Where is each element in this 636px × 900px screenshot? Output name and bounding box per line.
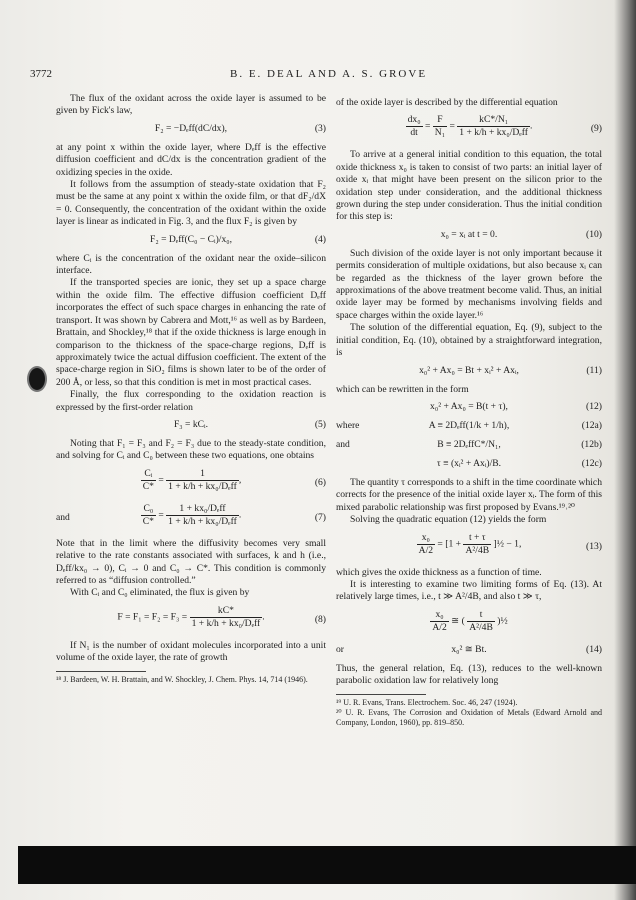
equation-prefix: and — [336, 438, 350, 450]
fraction-numerator: x₀ — [430, 609, 448, 622]
equation-12b — [336, 439, 602, 453]
fraction-denominator: A²/4B — [465, 544, 490, 556]
paragraph: It is interesting to examine two limiting forms of Eq. (13). At relatively large times, i.e., t ≫ A²/4B, and also t ≫ τ, — [336, 578, 602, 603]
fraction-denominator: N₁ — [434, 127, 446, 139]
fraction-numerator: kC*/N₁ — [457, 114, 530, 127]
fraction-denominator: 1 + k/h + kx₀/Dₑff — [459, 127, 528, 139]
equation-14 — [336, 644, 602, 658]
fraction-numerator: Cᵢ — [141, 468, 156, 481]
fraction-denominator: 1 + k/h + kx₀/Dₑff — [191, 617, 261, 629]
fraction-numerator: 1 + kx₀/Dₑff — [166, 503, 239, 516]
paragraph: With Cᵢ and C₀ eliminated, the flux is given by — [70, 587, 250, 599]
paragraph: Finally, the flux corresponding to the oxidation reaction is expressed by the first-order relation — [56, 389, 326, 413]
paragraph: Noting that F₁ = F₃ and F₂ = F₃ due to the steady-state condition, and solving for Cᵢ and C₀ between these two equations, one obtains — [56, 437, 326, 462]
fraction-numerator: kC* — [190, 605, 263, 618]
equation-prefix: or — [336, 643, 344, 655]
equation-6: $\frac{\text{Cᵢ}}{C*}$ = $\frac{1}{\text{1 + k/h + kx₀/Dₑff}}$ , (6) — [142, 467, 326, 492]
paragraph: where Cᵢ is the concentration of the oxidant near the oxide–silicon interface. — [56, 252, 326, 277]
fraction-denominator: C* — [142, 515, 154, 527]
page-number: 3772 — [30, 68, 52, 80]
fraction-numerator: t — [467, 609, 495, 622]
paragraph: The flux of the oxidant across the oxide layer is assumed to be given by Fick's law, — [56, 93, 326, 117]
equation-9: $\frac{\text{dx₀}}{dt}$ = $\frac{F}{\text{N₁}}$ = $\frac{\text{kC*/N₁}}{\text{1 + k/h + kx₀/Dₑff}}$ . (9) — [407, 114, 602, 139]
equation-body: x₀² + Ax₀ = Bt + xᵢ² + Axᵢ, — [419, 364, 519, 376]
equation-body: τ ≡ (xᵢ² + Axᵢ)/B. — [436, 457, 502, 469]
paragraph: Solving the quadratic equation (12) yields the form — [350, 514, 547, 526]
fraction-denominator: A/2 — [432, 621, 447, 633]
equation-number: (10) — [586, 228, 602, 240]
equation-prefix: and — [56, 511, 70, 523]
equation-13: $\frac{\text{x₀}}{A/2}$ = [1 + $\frac{t + \tau}{\text{A²/4B}}$ ]½ − 1, (13) — [418, 531, 602, 556]
equation-number: (13) — [586, 540, 602, 552]
equation-8: F = F₁ = F₂ = F₃ = $\frac{kC*}{\text{1 + k/h + kx₀/Dₑff}}$ . (8) — [117, 604, 326, 629]
fraction-denominator: C* — [142, 480, 154, 492]
footnote: ¹⁹ U. R. Evans, Trans. Electrochem. Soc. 46, 247 (1924). — [336, 697, 518, 707]
equation-12 — [336, 401, 602, 415]
equation-number: (8) — [314, 613, 326, 625]
fraction-numerator: C₀ — [141, 503, 156, 516]
fraction-numerator: x₀ — [417, 532, 435, 545]
fraction-denominator: dt — [410, 127, 418, 139]
binder-hole — [29, 368, 45, 390]
equation-body: x₀ = xᵢ at t = 0. — [440, 228, 498, 240]
footnote: ¹⁸ J. Bardeen, W. H. Brattain, and W. Shockley, J. Chem. Phys. 14, 714 (1946). — [56, 674, 308, 684]
bracket-left: [1 + — [445, 538, 462, 550]
equation-body: x₀² ≅ Bt. — [451, 643, 487, 655]
equation-number: (12c) — [581, 457, 602, 469]
paragraph: The quantity τ corresponds to a shift in the time coordinate which corrects for the presence of the initial oxide layer xᵢ. The form of this mixed parabolic relationship was first proposed by Evans.¹⁹˒²⁰ — [336, 476, 602, 513]
equation-body: F₂ = −Dₑff(dC/dx), — [154, 122, 228, 134]
equation-4 — [56, 234, 326, 248]
fraction-numerator: 1 — [166, 468, 239, 481]
equation-body: F₃ = kCᵢ. — [173, 418, 209, 430]
fraction-denominator: A²/4B — [469, 621, 493, 633]
equation-12c — [336, 458, 602, 472]
equation-body: A ≡ 2Dₑff(1/k + 1/h), — [428, 419, 510, 431]
equation-number: (11) — [586, 364, 602, 376]
equation-number: (5) — [314, 418, 326, 430]
footnote: ²⁰ U. R. Evans, The Corrosion and Oxidation of Metals (Edward Arnold and Company, London, 1960), pp. 819–850. — [336, 707, 602, 727]
paragraph: which gives the oxide thickness as a function of time. — [336, 566, 542, 578]
equation-11 — [336, 365, 602, 379]
paragraph: If N₁ is the number of oxidant molecules incorporated into a unit volume of the oxide layer, the rate of growth — [56, 639, 326, 664]
equation-12a — [336, 420, 602, 434]
fraction-numerator: F — [433, 114, 447, 127]
fraction-denominator: A/2 — [418, 544, 434, 556]
fraction-numerator: t + τ — [463, 532, 491, 545]
equation-number: (12a) — [581, 419, 602, 431]
scan-bottom-border — [18, 846, 636, 884]
equation-number: (7) — [314, 511, 326, 523]
paragraph: Thus, the general relation, Eq. (13), reduces to the well-known parabolic oxidation law for relatively long — [336, 662, 602, 687]
equation-prefix: where — [336, 419, 360, 431]
equation-10 — [336, 229, 602, 243]
equation-number: (3) — [314, 122, 326, 134]
equation-lhs: F = F₁ = F₂ = F₃ = — [117, 611, 188, 623]
paragraph: Note that in the limit where the diffusivity becomes very small relative to the rate constants associated with surfaces, k and h (i.e., Dₑff/kx₀ → 0), Cᵢ → 0 and C₀ → C*. This condition is commonly referred to as “diffusion controlled.” — [56, 537, 326, 586]
equation-3 — [56, 123, 326, 137]
equation-number: (4) — [314, 233, 326, 245]
equation-number: (14) — [586, 643, 602, 655]
approx-sign: ≅ ( — [451, 615, 465, 627]
footnote-rule — [56, 671, 146, 672]
equation-number: (12b) — [581, 438, 602, 450]
paragraph: The solution of the differential equation, Eq. (9), subject to the initial condition, Eq. (10), obtained by a straightforward integration, is — [336, 322, 602, 359]
equation-number: (9) — [590, 123, 602, 135]
paragraph: of the oxide layer is described by the differential equation — [336, 97, 558, 108]
paragraph: To arrive at a general initial condition to this equation, the total oxide thickness x₀ is taken to consist of two parts: an initial layer of oxide xᵢ that might have been present on the silicon prior to the oxidation step under consideration, and the additional thickness grown during the step under consideration. Thus the initial condition for this step is: — [336, 149, 602, 223]
paragraph: It follows from the assumption of steady-state oxidation that F₂ must be the same at any point x within the oxide film, or that dF₂/dX = 0. Consequently, the concentration of the oxidant within the oxide layer is linear as indicated in Fig. 3, and the flux F₂ is given by — [56, 179, 326, 228]
exponent-tail: )½ — [497, 615, 508, 627]
equation-body: B ≡ 2DₑffC*/N₁, — [437, 438, 501, 450]
equation-number: (12) — [586, 400, 602, 412]
equation-7: and $\frac{\text{C₀}}{C*}$ = $\frac{\text{1 + kx₀/Dₑff}}{\text{1 + k/h + kx₀/Dₑff}}$ . (7) — [56, 502, 326, 527]
equation-number: (6) — [314, 476, 326, 488]
paragraph: at any point x within the oxide layer, where Dₑff is the effective diffusion coefficient and dC/dx is the concentration gradient of the oxidizing species in the oxide. — [56, 141, 326, 178]
right-column — [336, 97, 602, 728]
fraction-denominator: 1 + k/h + kx₀/Dₑff — [168, 515, 237, 527]
footnote-rule — [336, 694, 426, 695]
fraction-numerator: dx₀ — [407, 114, 421, 126]
fraction-denominator: 1 + k/h + kx₀/Dₑff — [168, 480, 237, 492]
left-column — [56, 93, 326, 685]
paragraph: If the transported species are ionic, they set up a space charge within the oxide film. The effective diffusion coefficient Dₑff incorporates the effect of such space charges in enhancing the rate of transport. It was shown by Cabrera and Mott,¹⁶ as well as by Bardeen, Brattain, and Shockley,¹⁸ that if the oxide thickness is large enough in comparison to the thickness of the space-charge regions, Dₑff is approximately twice the actual diffusion coefficient. The extent of the space-charge region in SiO₂ films is shown later to be of the order of 200 Å, or less, so that this condition is met in most practical cases. — [56, 277, 326, 388]
running-title: B. E. DEAL AND A. S. GROVE — [230, 68, 428, 80]
paragraph: which can be rewritten in the form — [336, 383, 469, 395]
paragraph: Such division of the oxide layer is not only important because it permits consideration of multiple oxidations, but also because xᵢ can be regarded as the thickness of the layer grown before the approximations of the above treatment become valid. Thus, an initial oxide layer may be formed by mechanisms involving fields and space charges within the oxide layer.¹⁶ — [336, 247, 602, 321]
equation-body: x₀² + Ax₀ = B(t + τ), — [430, 400, 508, 412]
equation-5 — [56, 419, 326, 433]
page-edge-shadow — [614, 0, 636, 900]
equation-13-limit — [336, 609, 602, 639]
bracket-right: ]½ − 1, — [493, 538, 522, 550]
equation-body: F₂ = Dₑff(C₀ − Cᵢ)/x₀, — [149, 233, 232, 245]
